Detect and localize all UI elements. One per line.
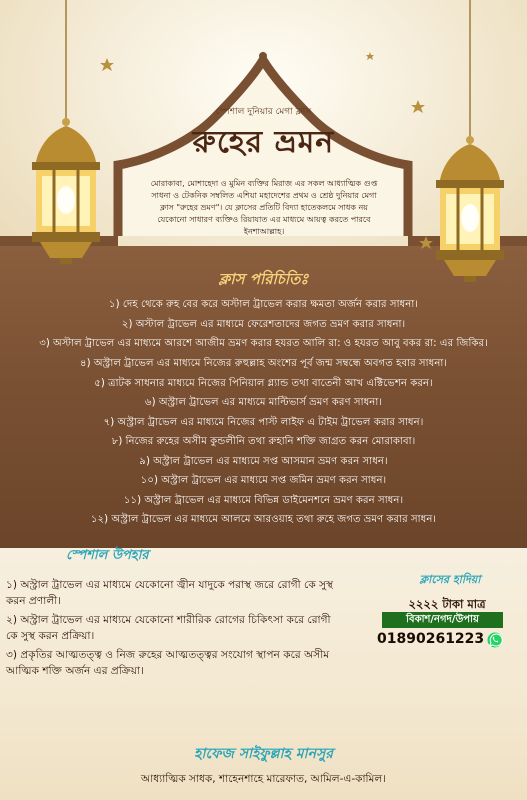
course-item: ১১) অস্ট্রাল ট্রাভেল এর মাধ্যমে বিভিন্ন ডাইমেনশনে ভ্রমণ করন সাধন। <box>123 494 404 506</box>
contact-row[interactable] <box>371 631 527 649</box>
intro-text: মোরাকাবা, মোশাহেদা ও মুমিন ব্যক্তির মিরাজ এর সকল আধ্যাত্মিক গুপ্ত সাধনা ও টেকনিক সম্বলিত এশিয়া মহাদেশের প্রথম ও শ্রেষ্ঠ দুনিয়ার মেগা ক্লাস "রুহের ভ্রমণ"। যে ক্লাসের প্রতিটি বিদ্যা হাতেকলমে সাধক নয় যেকোনো সাধারণ ব্যক্তিও রিয়াযাত এর মাধ্যমে আয়ত্ব করতে পারবে ইনশাআল্লাহ। <box>150 179 378 236</box>
course-item: ১০) অস্ট্রাল ট্রাভেল এর মাধ্যমে সপ্ত জমিন ভ্রমণ করন সাধন। <box>140 475 387 486</box>
course-item: ৭) অস্ট্রাল ট্রাভেল এর মাধ্যমে নিজের পাস্ট লাইফ এ টাইম ট্রাভেল করার সাধন। <box>103 416 424 428</box>
course-item: ৮) নিজের রুহের অসীম কুন্ডলীনি তথা রুহানি শক্তি জাগ্রত করন মোরাকাবা। <box>111 436 416 447</box>
fee-amount: ২২২২ টাকা মাত্র <box>408 597 486 611</box>
special-list <box>6 578 336 683</box>
course-item: ৩) অস্টাল ট্রাভেল এর মাধ্যমে আরশে আজীম ভ্রমণ করার হযরত আলি রা: ও হযরত আবু বকর রা: এর জিকির। <box>39 338 488 349</box>
course-item: ৬) অস্ট্রাল ট্রাভেল এর মাধ্যমে মাল্টিভার্স ভ্রমণ করণ সাধনা। <box>145 397 382 408</box>
course-item: ৯) অস্ট্রাল ট্রাভেল এর মাধ্যমে সপ্ত আসমান ভ্রমণ করন সাধন। <box>139 455 388 467</box>
special-section-title: স্পেশাল উপহার <box>66 548 149 563</box>
course-item: ৪) অস্ট্রাল ট্রাভেল এর মাধ্যমে নিজের রুহুল্লাহ অংশের পূর্ব জন্ম সম্বন্ধে অবগত হবার সাধনা। <box>80 358 447 369</box>
author-name: হাফেজ সাইফুল্লাহ মানসুর <box>194 746 333 762</box>
page-title: রুহের ভ্রমন <box>192 125 335 160</box>
author-description: আধ্যাত্মিক সাধক, শাহেনশাহে মারেফাত, আমিল-এ-কামিল। <box>141 773 386 785</box>
course-list <box>0 295 527 530</box>
special-item: ২) অস্ট্রাল ট্রাভেল এর মাধ্যমে যেকোনো শারীরিক রোগের চিকিৎসা করে রোগী কে সুস্থ করন প্রক্রিয়া। <box>6 614 331 642</box>
fee-title: ক্লাসের হাদিয়া <box>419 573 481 586</box>
header-subtitle: স্পেশাল দুনিয়ার মেগা ক্লাস <box>215 107 312 117</box>
course-item: ১) দেহ থেকে রুহ বের করে অস্টাল ট্রাভেল করার ক্ষমতা অর্জন করার সাধনা। <box>109 299 418 310</box>
course-item: ১২) অস্ট্রাল ট্রাভেল এর মাধ্যমে আলমে আরওয়াহ তথা রুহে জগত ভ্রমণ করার সাধন। <box>90 514 437 525</box>
special-item: ৩) প্রকৃতির আত্মতত্ত্ব ও নিজ রুহের আত্মতত্ত্বর সংযোগ স্থাপন করে অসীম আত্মিক শক্তি অর্জন এর প্রক্রিয়া। <box>6 649 330 677</box>
course-item: ৫) ত্রাটক সাধনার মাধ্যমে নিজের পিনিয়াল গ্ল্যান্ড তথা বাতেনী আখ এক্টিভেশন করন। <box>94 377 433 389</box>
course-item: ২) অস্টাল ট্রাভেল এর মাধ্যমে ফেরেশতাদের জগত ভ্রমণ করার সাধনা। <box>121 318 406 330</box>
phone-number[interactable]: 01890261223 <box>377 631 485 647</box>
course-section-title: ক্লাস পরিচিতিঃ <box>218 270 309 288</box>
payment-methods-badge: বিকাশ/নগদ/উপায় <box>382 612 503 628</box>
special-item: ১) অস্ট্রাল ট্রাভেল এর মাধ্যমে যেকোনো জ্বীন যাদুকে পরাস্থ জরে রোগী কে সুস্থ করন প্রণালী। <box>6 579 334 607</box>
whatsapp-icon[interactable] <box>486 631 504 649</box>
